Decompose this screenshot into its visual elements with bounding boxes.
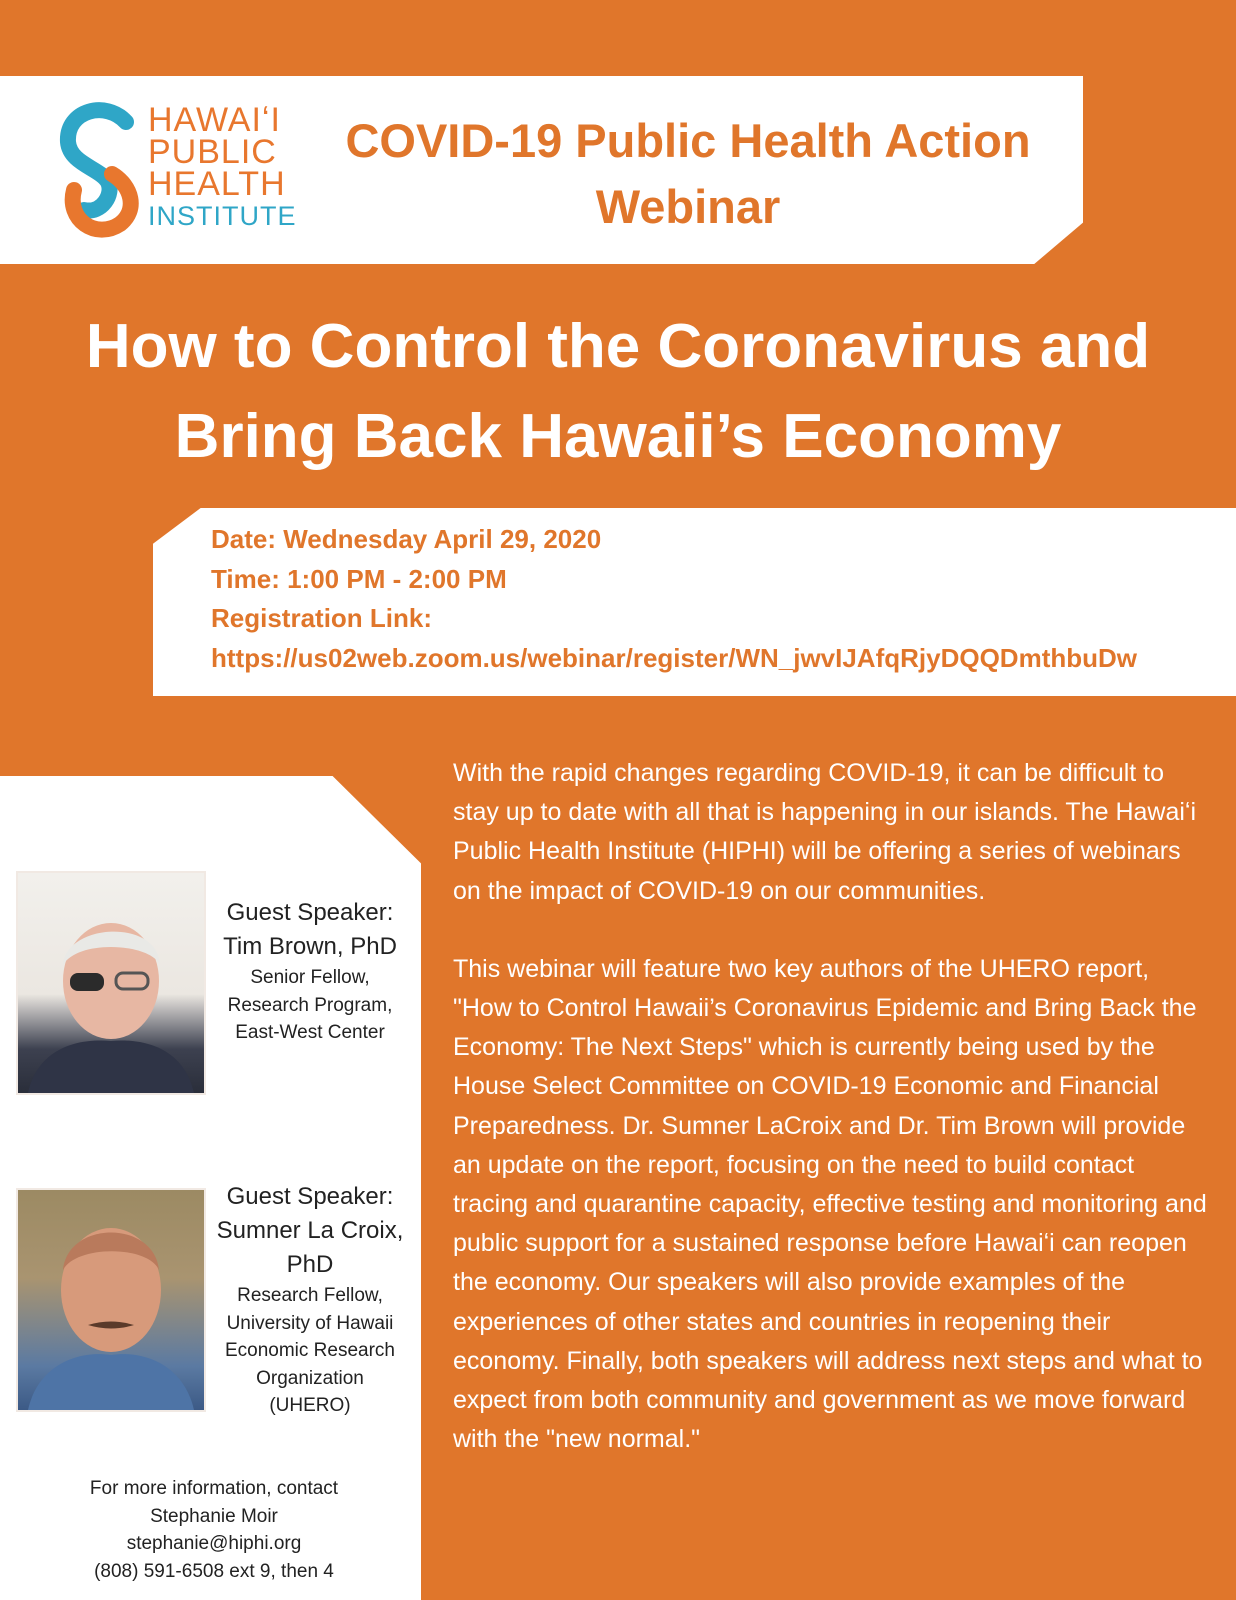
logo-wordmark: [148, 101, 297, 232]
speaker-desc-line: Organization: [256, 1367, 364, 1389]
event-date: Date: Wednesday April 29, 2020: [211, 524, 602, 554]
speaker-info-sumner-lacroix: [210, 1180, 410, 1420]
speaker-desc-line: Research Fellow,: [237, 1285, 383, 1306]
webinar-title-line2: Webinar: [595, 180, 781, 233]
speaker-desc-line: (UHERO): [269, 1395, 351, 1416]
page-title-line1: How to Control the Coronavirus and: [85, 312, 1151, 381]
registration-link[interactable]: https://us02web.zoom.us/webinar/register/WN_jwvIJAfqRjyDQQDmthbuDw: [211, 642, 1138, 673]
event-time: Time: 1:00 PM - 2:00 PM: [211, 563, 507, 594]
contact-info: [40, 1475, 388, 1585]
speaker-name: Tim Brown, PhD: [223, 933, 397, 960]
webinar-series-title: [318, 108, 1058, 240]
speaker-desc-line: University of Hawaii: [226, 1312, 394, 1334]
webinar-title-line1: COVID-19 Public Health Action: [345, 114, 1031, 167]
speaker-photo-sumner-lacroix: [16, 1188, 206, 1412]
speaker-desc-line: East-West Center: [235, 1022, 385, 1043]
registration-label: Registration Link:: [211, 603, 433, 633]
speaker-desc-line: Research Program,: [227, 994, 393, 1016]
contact-name: Stephanie Moir: [150, 1505, 278, 1527]
description-paragraph-2: This webinar will feature two key authors of the UHERO report, "How to Control Hawaii’s Coronavirus Epidemic and Bring Back the Economy: The Next Steps" which is currently being used by the House Select Committee on COVID-19 Economic and Financial Preparedness. Dr. Sumner LaCroix and Dr. Tim Brown will provide an update on the report, focusing on the need to build contact tracing and quarantine capacity, effective testing and monitoring and public support for a sustained response before Hawaiʻi can reopen the economy. Our speakers will also provide examples of the experiences of other states and countries in reopening their economy. Finally, both speakers will address next steps and what to expect from both community and government as we move forward with the "new normal.": [453, 954, 1207, 1454]
contact-intro: For more information, contact: [89, 1478, 339, 1499]
page-title: [40, 302, 1196, 482]
speaker-info-tim-brown: [210, 896, 410, 1047]
logo-line-health: HEALTH: [148, 165, 286, 203]
logo-line-institute: INSTITUTE: [148, 201, 297, 231]
speaker-role: Guest Speaker:: [226, 899, 394, 926]
webinar-description: [453, 754, 1213, 1498]
speaker-name: PhD: [286, 1251, 334, 1278]
description-paragraph-1: With the rapid changes regarding COVID-19, it can be difficult to stay up to date with all that is happening in our islands. The Hawaiʻi Public Health Institute (HIPHI) will be offering a series of webinars on the impact of COVID-19 on our communities.: [453, 759, 1197, 905]
logo-line-public: PUBLIC: [148, 133, 277, 171]
speaker-desc-line: Economic Research: [224, 1340, 396, 1361]
speaker-desc-line: Senior Fellow,: [250, 967, 370, 988]
contact-phone: (808) 591-6508 ext 9, then 4: [94, 1560, 334, 1582]
swirl-logo-icon: [56, 102, 146, 242]
speaker-name: Sumner La Croix,: [216, 1217, 404, 1244]
logo-line-hawaii: HAWAIʻI: [148, 101, 281, 139]
speaker-role: Guest Speaker:: [226, 1183, 394, 1210]
contact-email[interactable]: stephanie@hiphi.org: [126, 1533, 302, 1554]
event-details: [211, 520, 1137, 678]
speaker-photo-tim-brown: [16, 871, 206, 1095]
page-title-line2: Bring Back Hawaii’s Economy: [174, 402, 1062, 471]
